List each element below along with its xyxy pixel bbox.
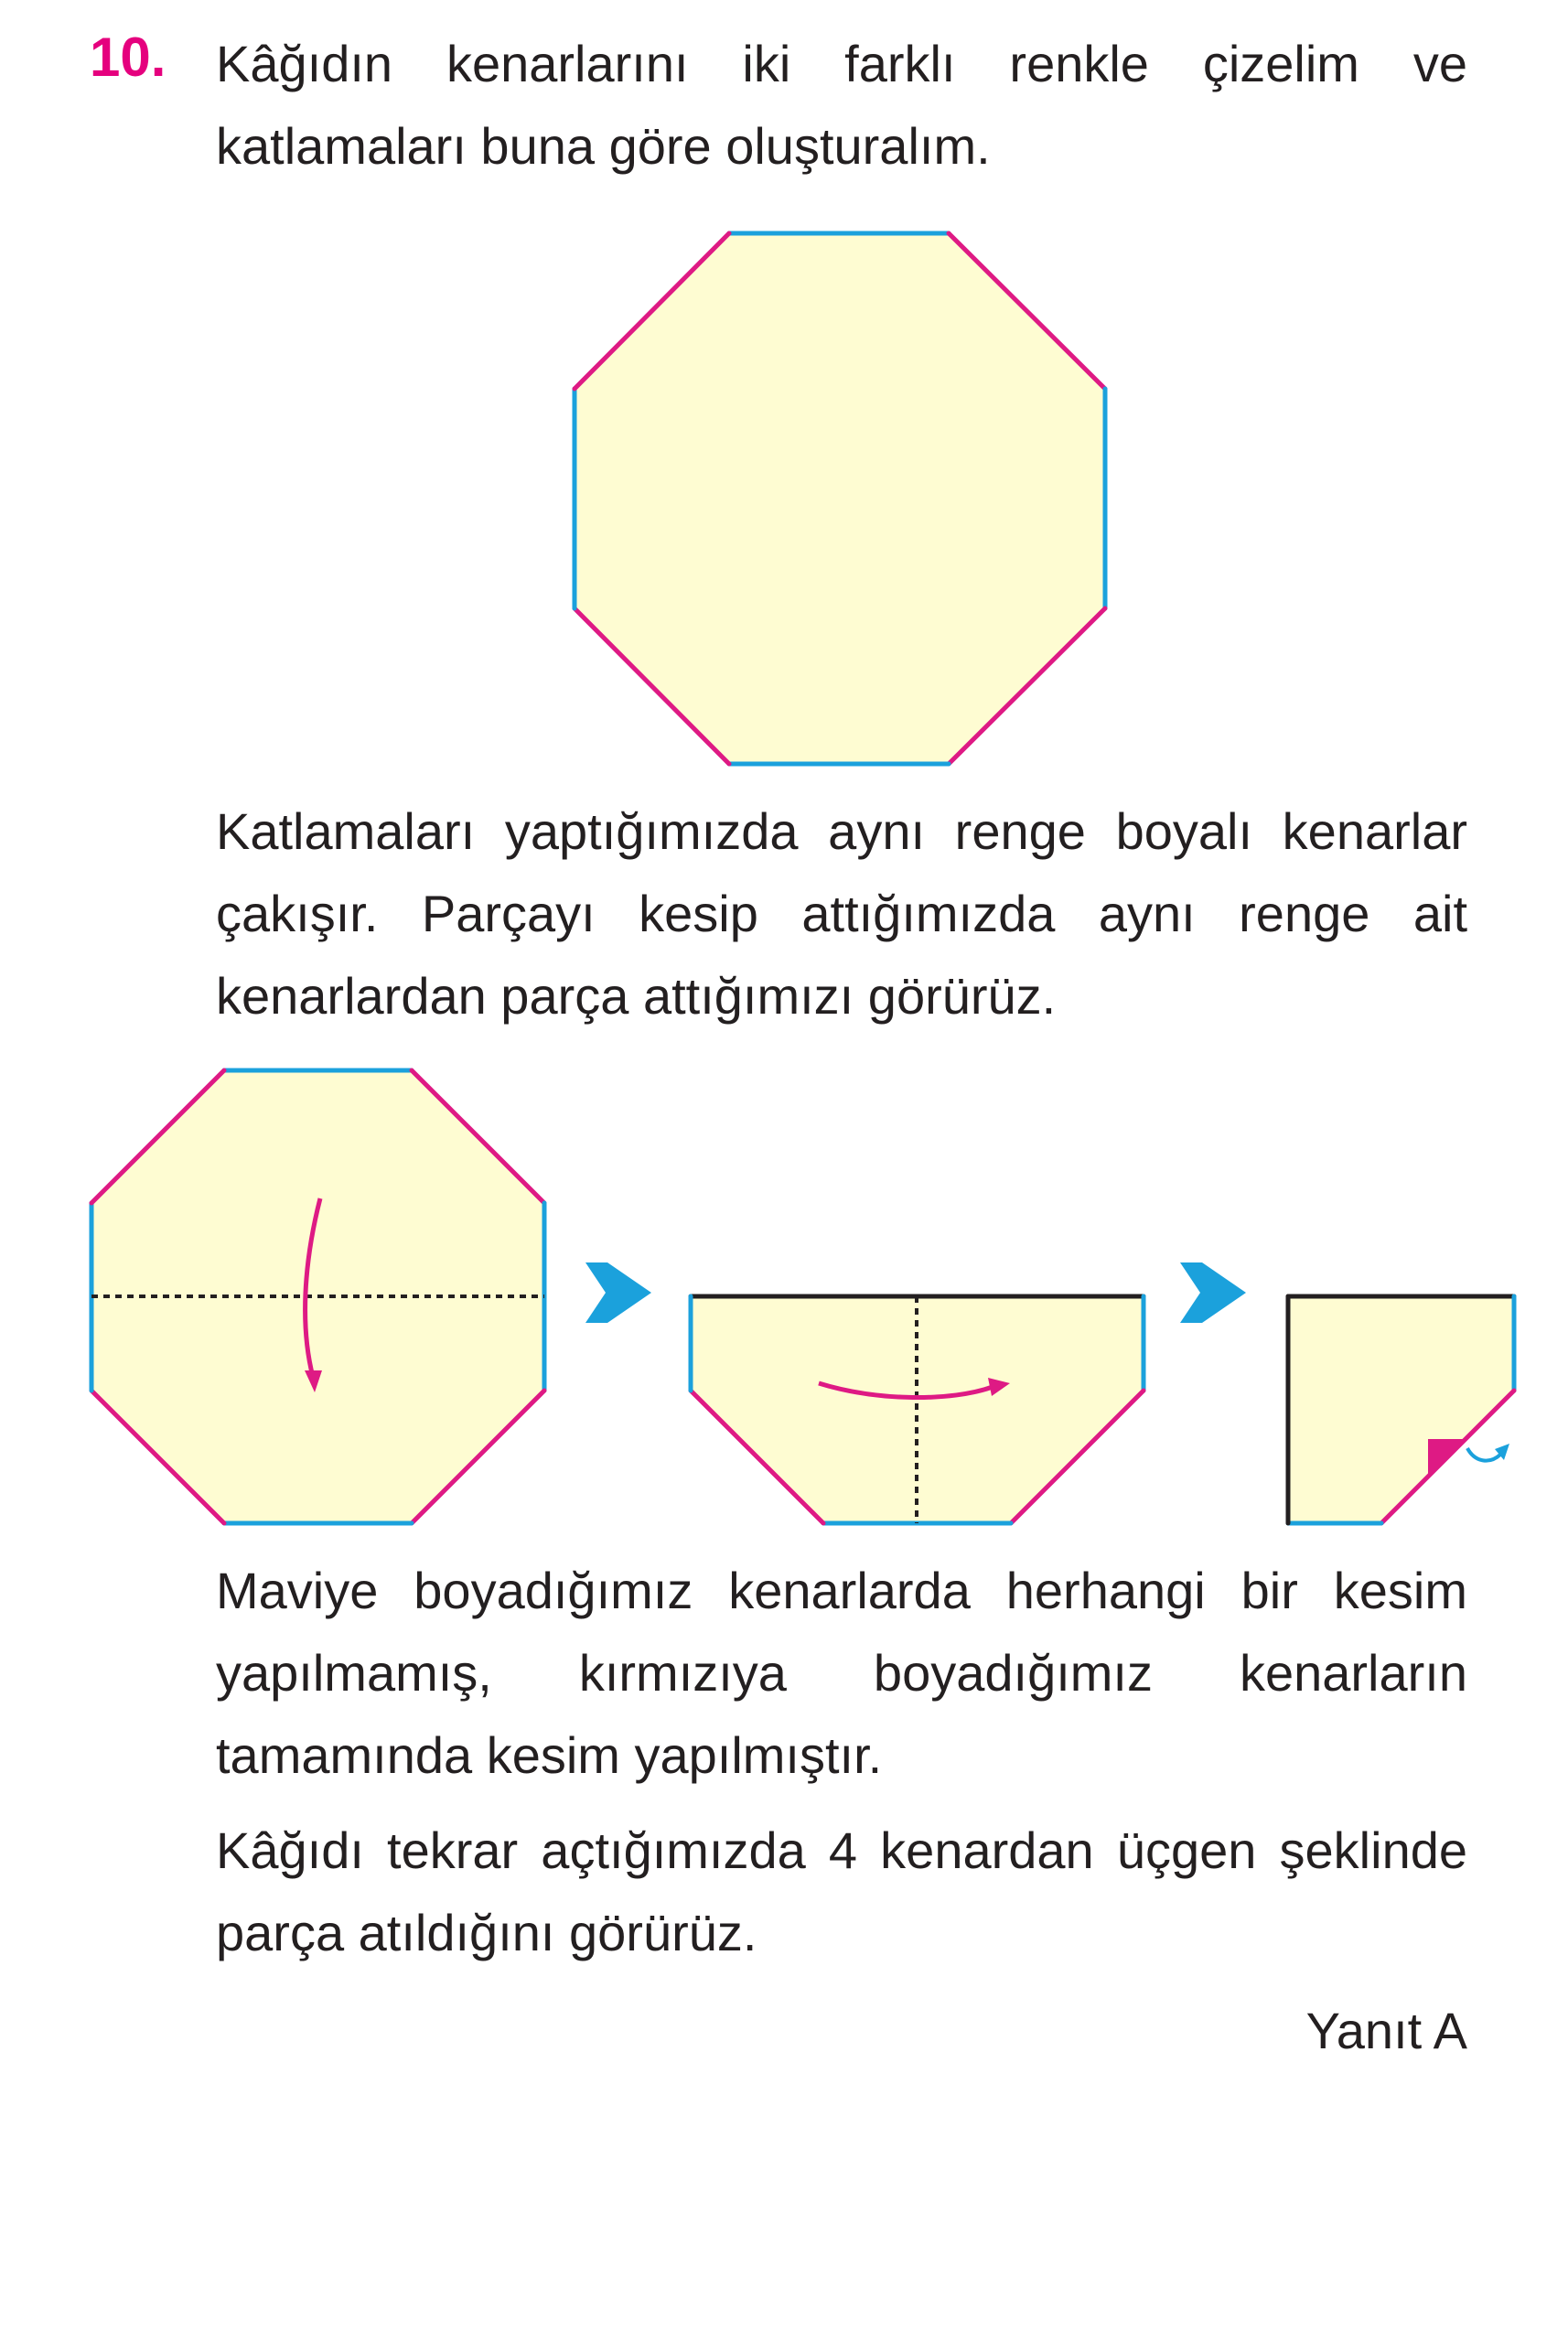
- explanation-paragraph-3: Kâğıdı tekrar açtığımızda 4 kenardan üçgen şeklinde parça atıldığını görürüz.: [216, 1821, 1467, 1961]
- explanation-paragraph-1: Katlamaları yaptığımızda aynı renge boyalı kenarlar çakışır. Parçayı kesip attığımızda aynı renge ait kenarlardan parça attığımızı görürüz.: [216, 802, 1467, 1025]
- cut-triangle: [1428, 1439, 1464, 1475]
- question-number: 10.: [90, 27, 166, 88]
- explanation-paragraph-2: Maviye boyadığımız kenarlarda herhangi bir kesim yapılmamış, kırmızıya boyadığımız kenarların tamamında kesim yapılmıştır.: [216, 1562, 1467, 1784]
- fold-step-2-half: [691, 1296, 1144, 1523]
- step-arrow-icon: [1180, 1262, 1246, 1323]
- octagon-colored-edges: [575, 233, 1105, 764]
- fold-step-1-octagon: [91, 1070, 544, 1523]
- cut-remove-arrow: [1467, 1448, 1500, 1461]
- step-arrow-icon: [585, 1262, 651, 1323]
- question-text: Kâğıdın kenarlarını iki farklı renkle çizelim ve katlamaları buna göre oluşturalım.: [216, 35, 1467, 175]
- answer-label: Yanıt A: [1305, 2002, 1467, 2059]
- fold-step-3-quarter: [1288, 1296, 1514, 1523]
